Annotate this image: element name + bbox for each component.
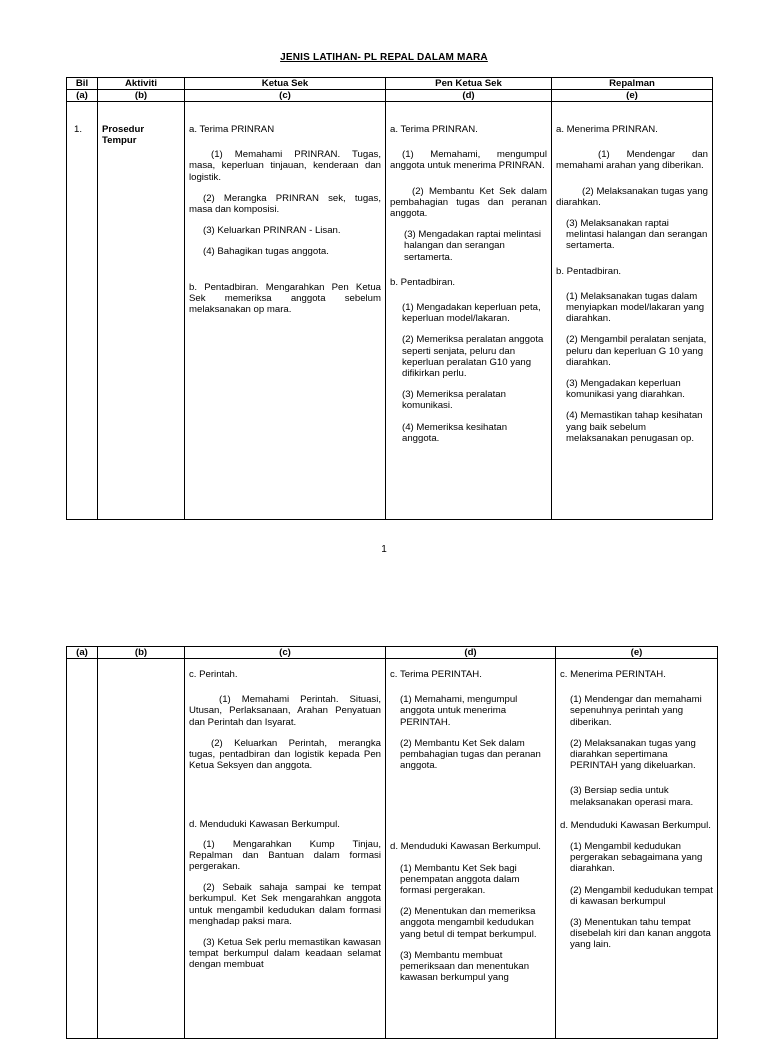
pen-b4: (4) Memeriksa kesihatan anggota. xyxy=(402,421,508,444)
aktiviti-label: Prosedur Tempur xyxy=(102,124,145,147)
page-number: 1 xyxy=(381,544,387,555)
activity-table-page-1 xyxy=(66,77,713,520)
rep-c-heading: c. Menerima PERINTAH. xyxy=(560,669,666,680)
subheader-c: (c) xyxy=(185,90,386,102)
subheader-b: (b) xyxy=(98,90,185,102)
pen-b-heading: b. Pentadbiran. xyxy=(390,276,456,288)
cell-aktiviti xyxy=(98,102,185,520)
pen-b1: (1) Mengadakan keperluan peta, keperluan model/lakaran. xyxy=(402,302,541,325)
cell-ketua-sek xyxy=(185,659,386,1039)
document-title: JENIS LATIHAN- PL REPAL DALAM MARA xyxy=(280,52,488,63)
pen-b3: (3) Memeriksa peralatan komunikasi. xyxy=(402,389,506,412)
pen-c2: (2) Membantu Ket Sek dalam pembahagian tugas dan peranan anggota. xyxy=(400,737,541,772)
rep-b2: (2) Mengambil peralatan senjata, peluru dan keperluan G 10 yang diarahkan. xyxy=(566,334,707,368)
table-row xyxy=(67,659,718,1039)
pen-c1: (1) Memahami, mengumpul anggota untuk menerima PERINTAH. xyxy=(400,694,518,728)
ketua-c1: (1) Memahami Perintah. Situasi, Utusan, Perlaksanaan, Arahan Penyatuan dan Perintah dan Isyarat. xyxy=(189,694,381,728)
ketua-a1: (1) Memahami PRINRAN. Tugas, masa, keperluan tinjauan, kenderaan dan logistik. xyxy=(189,149,381,183)
subheader-d: (d) xyxy=(386,90,552,102)
subheader-b: (b) xyxy=(98,647,185,659)
rep-c2: (2) Melaksanakan tugas yang diarahkan sepertimana PERINTAH yang dikeluarkan. xyxy=(570,737,696,772)
ketua-d2: (2) Sebaik sahaja sampai ke tempat berkumpul. Ket Sek mengarahkan anggota untuk mengambil kedudukan dalam formasi menghadap paksi mara. xyxy=(189,882,381,927)
rep-b4: (4) Memastikan tahap kesihatan yang baik sebelum melaksanakan penugasan op. xyxy=(566,410,703,444)
subheader-a: (a) xyxy=(67,647,98,659)
pen-d3: (3) Membantu membuat pemeriksaan dan menentukan kawasan berkumpul yang xyxy=(400,949,530,984)
ketua-d1: (1) Mengarahkan Kump Tinjau, Repalman dan Bantuan dalam formasi pergerakan. xyxy=(189,838,381,873)
activity-table-page-2 xyxy=(66,646,718,1039)
rep-d2: (2) Mengambil kedudukan tempat di kawasan berkumpul xyxy=(570,884,713,907)
cell-pen-ketua-sek xyxy=(386,102,552,520)
pen-b2: (2) Memeriksa peralatan anggota seperti senjata, peluru dan keperluan peralatan G10 yang difikirkan perlu. xyxy=(402,334,544,380)
ketua-b-heading: b. Pentadbiran. Mengarahkan Pen Ketua Sek memeriksa anggota sebelum melaksanakan op mara. xyxy=(189,281,381,316)
bil-number: 1. xyxy=(74,124,83,135)
rep-a2: (2) Melaksanakan tugas yang diarahkan. xyxy=(556,185,708,208)
rep-c3: (3) Bersiap sedia untuk melaksanakan operasi mara. xyxy=(570,785,694,808)
pen-a3: (3) Mengadakan raptai melintasi halangan dan serangan sertamerta. xyxy=(404,229,542,263)
cell-aktiviti xyxy=(98,659,185,1039)
ketua-d3: (3) Ketua Sek perlu memastikan kawasan tempat berkumpul dalam keadaan selamat dengan membuat xyxy=(189,937,381,971)
rep-a1: (1) Mendengar dan memahami arahan yang diberikan. xyxy=(556,149,708,172)
subheader-c: (c) xyxy=(185,647,386,659)
cell-ketua-sek xyxy=(185,102,386,520)
ketua-c-heading: c. Perintah. xyxy=(189,669,238,680)
ketua-a2: (2) Merangka PRINRAN sek, tugas, masa dan komposisi. xyxy=(189,192,381,216)
rep-b1: (1) Melaksanakan tugas dalam menyiapkan model/lakaran yang diarahkan. xyxy=(566,290,705,325)
subheader-d: (d) xyxy=(386,647,556,659)
rep-b-heading: b. Pentadbiran. xyxy=(556,265,622,277)
pen-d-heading: d. Menduduki Kawasan Berkumpul. xyxy=(390,841,541,853)
rep-a3: (3) Melaksanakan raptai melintasi halangan dan serangan sertamerta. xyxy=(566,218,708,252)
ketua-a-heading: a. Terima PRINRAN xyxy=(189,124,275,135)
subheader-e: (e) xyxy=(552,90,713,102)
subheader-e: (e) xyxy=(556,647,718,659)
rep-c1: (1) Mendengar dan memahami sepenuhnya perintah yang diberikan. xyxy=(570,694,702,728)
pen-c-heading: c. Terima PERINTAH. xyxy=(390,669,482,680)
ketua-d-heading: d. Menduduki Kawasan Berkumpul. xyxy=(189,819,340,831)
ketua-a3: (3) Keluarkan PRINRAN - Lisan. xyxy=(203,225,341,237)
rep-d1: (1) Mengambil kedudukan pergerakan sebagaimana yang diarahkan. xyxy=(570,841,703,875)
ketua-c2: (2) Keluarkan Perintah, merangka tugas, pentadbiran dan logistik kepada Pen Ketua Seksyen dan anggota. xyxy=(189,737,381,772)
table-row xyxy=(67,102,713,520)
ketua-a4: (4) Bahagikan tugas anggota. xyxy=(203,246,329,258)
header-row xyxy=(67,78,713,90)
rep-d3: (3) Menentukan tahu tempat disebelah kiri dan kanan anggota yang lain. xyxy=(570,917,711,951)
subheader-a: (a) xyxy=(67,90,98,102)
header-bil: Bil xyxy=(67,78,98,90)
pen-a2: (2) Membantu Ket Sek dalam pembahagian tugas dan peranan anggota. xyxy=(390,185,547,220)
cell-bil xyxy=(67,102,98,520)
header-repalman: Repalman xyxy=(552,78,713,90)
rep-b3: (3) Mengadakan keperluan komunikasi yang diarahkan. xyxy=(566,378,685,401)
header-pen-ketua-sek: Pen Ketua Sek xyxy=(386,78,552,90)
cell-bil xyxy=(67,659,98,1039)
pen-d2: (2) Menentukan dan memeriksa anggota mengambil kedudukan yang betul di tempat berkumpul. xyxy=(400,906,537,940)
pen-a-heading: a. Terima PRINRAN. xyxy=(390,124,478,135)
subheader-row xyxy=(67,647,718,659)
pen-d1: (1) Membantu Ket Sek bagi penempatan anggota dalam formasi pergerakan. xyxy=(400,862,520,897)
rep-d-heading: d. Menduduki Kawasan Berkumpul. xyxy=(560,819,711,831)
cell-pen-ketua-sek xyxy=(386,659,556,1039)
header-aktiviti: Aktiviti xyxy=(98,78,185,90)
cell-repalman xyxy=(556,659,718,1039)
rep-a-heading: a. Menerima PRINRAN. xyxy=(556,124,658,135)
header-ketua-sek: Ketua Sek xyxy=(185,78,386,90)
cell-repalman xyxy=(552,102,713,520)
subheader-row xyxy=(67,90,713,102)
pen-a1: (1) Memahami, mengumpul anggota untuk menerima PRINRAN. xyxy=(390,149,547,172)
